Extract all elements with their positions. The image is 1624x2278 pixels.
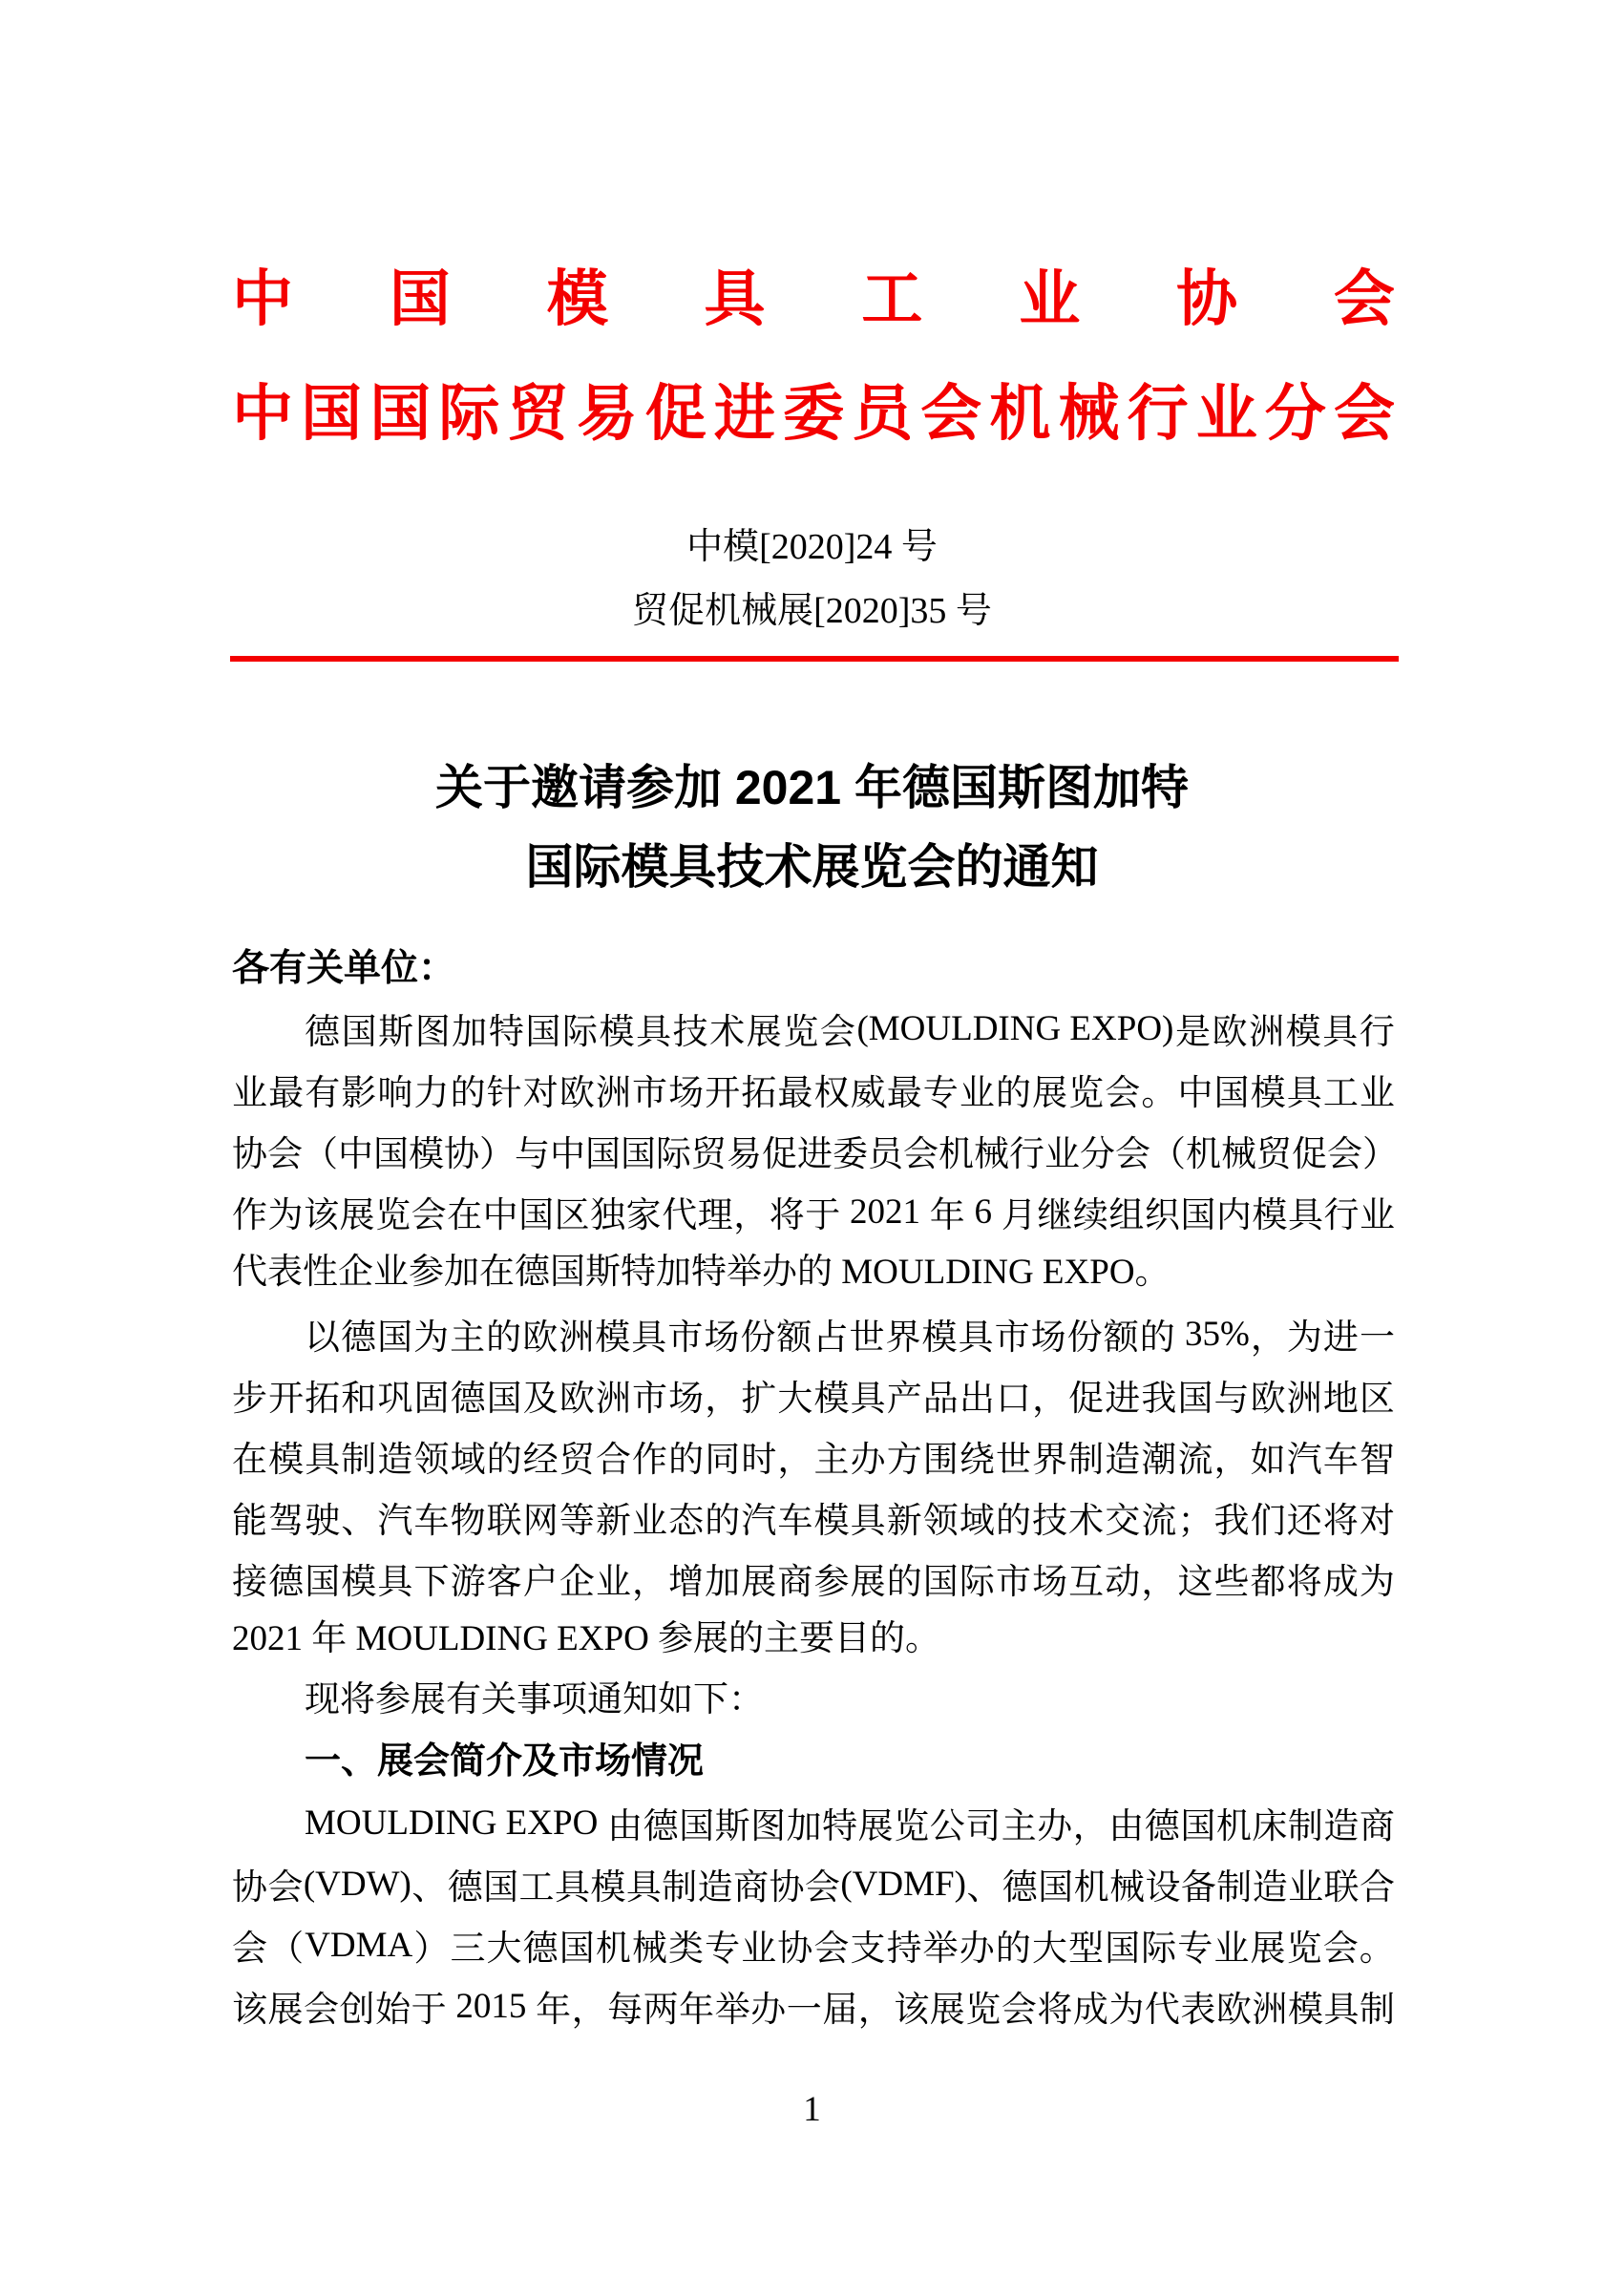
salutation: 各有关单位： [232,948,456,989]
body-line: MOULDING EXPO 由 德 国 斯 图 加 特 展 览 公 司 主 办 ， 由 德 国 机 床 制 造 商 [305,1803,1395,1846]
page-number: 1 [803,2090,821,2129]
body-line: 会 （ VDMA ） 三 大 德 国 机 械 类 专 业 协 会 支 持 举 办 的 大 型 国 际 专 业 展 览 会 。 [232,1925,1395,1969]
section-heading: 一、展会简介及市场情况 [305,1741,705,1782]
body-line: 业 最 有 影 响 力 的 针 对 欧 洲 市 场 开 拓 最 权 威 最 专 业 的 展 览 会 。 中 国 模 具 工 业 [232,1074,1395,1113]
body-line: 该 展 会 创 始 于 2015 年 ， 每 两 年 举 办 一 届 ， 该 展 览 会 将 成 为 代 表 欧 洲 模 具 制 [232,1986,1395,2030]
body-line: 现将参展有关事项通知如下： [305,1680,764,1719]
body-line: 以 德 国 为 主 的 欧 洲 模 具 市 场 份 额 占 世 界 模 具 市 场 份 额 的 35% ， 为 进 一 [305,1314,1395,1358]
body-line: 接 德 国 模 具 下 游 客 户 企 业 ， 增 加 展 商 参 展 的 国 际 市 场 互 动 ， 这 些 都 将 成 为 [232,1563,1395,1602]
body-line: 代表性企业参加在德国斯特加特举办的 MOULDING EXPO。 [232,1253,1171,1292]
body-line: 2021 年 MOULDING EXPO 参展的主要目的。 [232,1619,941,1658]
doc-number-1: 中模[2020]24 号 [686,527,938,567]
body-line: 步 开 拓 和 巩 固 德 国 及 欧 洲 市 场 ， 扩 大 模 具 产 品 出 口 ， 促 进 我 国 与 欧 洲 地 区 [232,1380,1395,1419]
body-line: 协 会 (VDW) 、 德 国 工 具 模 具 制 造 商 协 会 (VDMF) 、 德 国 机 械 设 备 制 造 业 联 合 [232,1864,1395,1908]
body-line: 作 为 该 展 览 会 在 中 国 区 独 家 代 理 ， 将 于 2021 年 6 月 继 续 组 织 国 内 模 具 行 业 [232,1192,1395,1235]
letterhead-org-line1: 中 国 模 具 工 业 协 会 [232,265,1395,333]
notice-title-line2: 国际模具技术展览会的通知 [525,840,1099,894]
notice-title-line1: 关于邀请参加 2021 年德国斯图加特 [434,761,1189,814]
letterhead-divider-rule [230,656,1399,662]
body-line: 能 驾 驶 、 汽 车 物 联 网 等 新 业 态 的 汽 车 模 具 新 领 域 的 技 术 交 流 ； 我 们 还 将 对 [232,1502,1395,1541]
doc-number-2: 贸促机械展[2020]35 号 [632,591,992,631]
body-line: 协 会 （ 中 国 模 协 ） 与 中 国 国 际 贸 易 促 进 委 员 会 机 械 行 业 分 会 （ 机 械 贸 促 会 ） [232,1135,1398,1174]
letterhead-org-line2: 中 国 国 际 贸 易 促 进 委 员 会 机 械 行 业 分 会 [232,380,1395,448]
body-line: 在 模 具 制 造 领 域 的 经 贸 合 作 的 同 时 ， 主 办 方 围 绕 世 界 制 造 潮 流 ， 如 汽 车 智 [232,1441,1395,1480]
body-text [232,998,1398,2036]
body-line: 德 国 斯 图 加 特 国 际 模 具 技 术 展 览 会 (MOULDING EXPO) 是 欧 洲 模 具 行 [305,1008,1395,1052]
